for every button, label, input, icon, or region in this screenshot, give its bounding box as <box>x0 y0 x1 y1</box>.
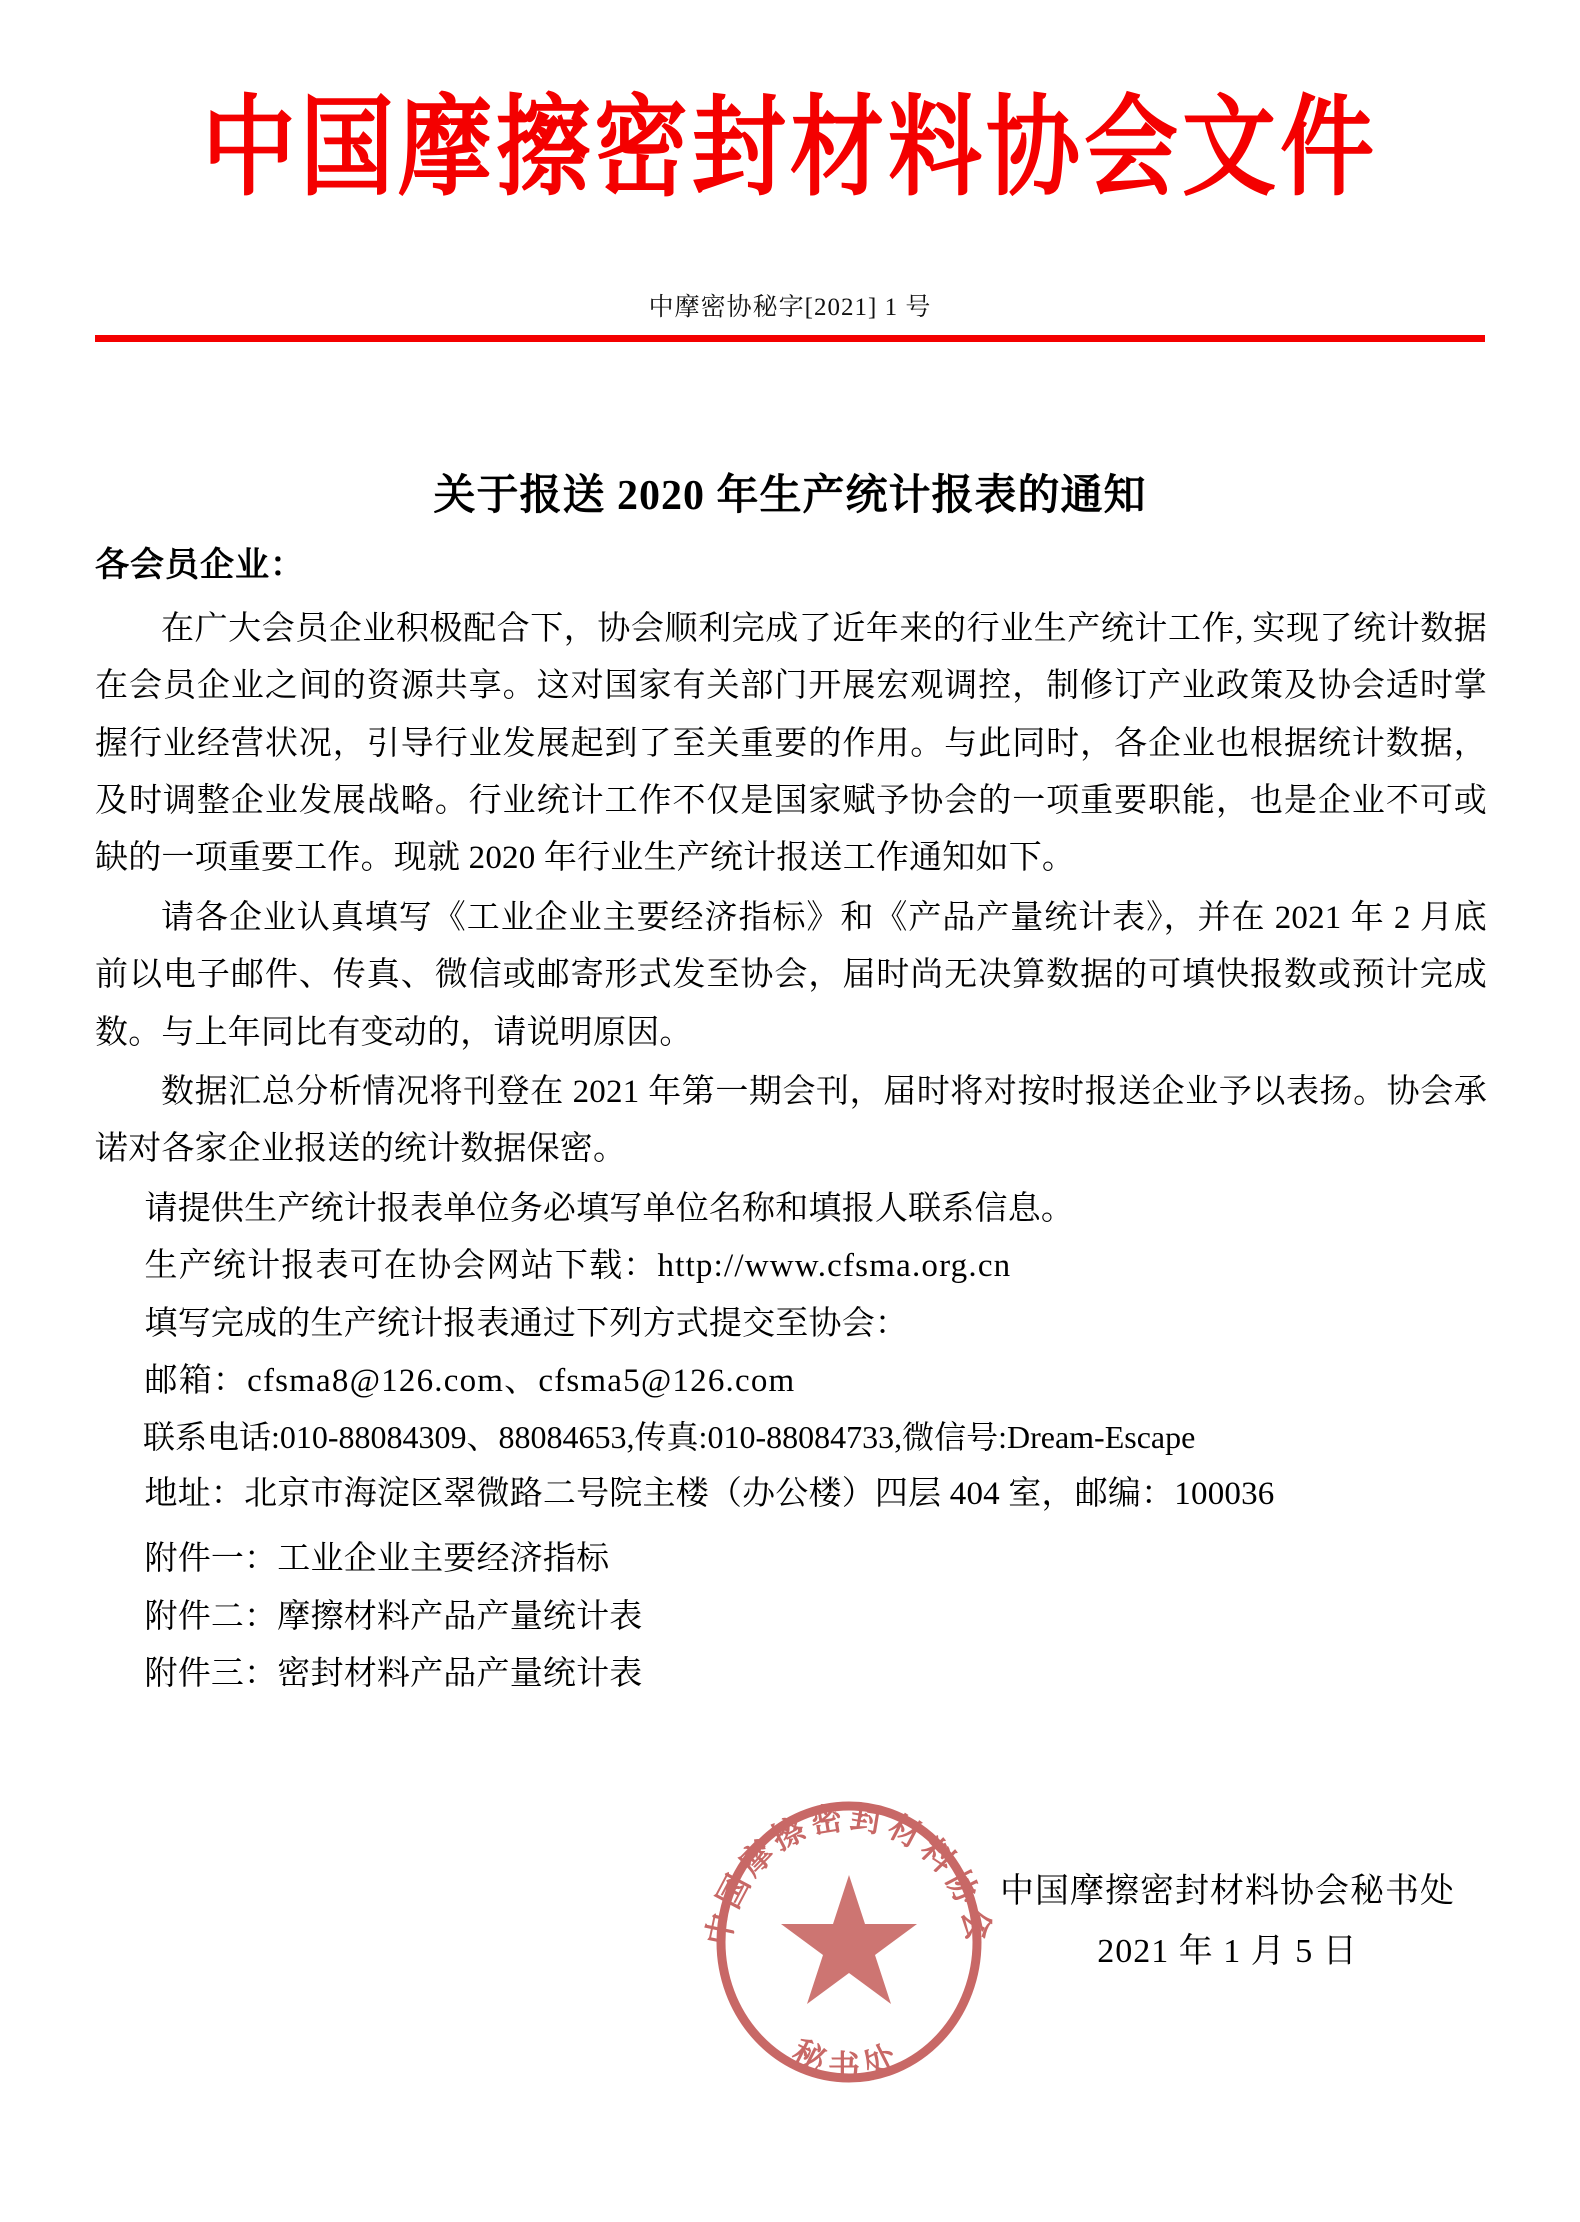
info-line-phone-fax-wechat: 联系电话:010-88084309、88084653,传真:010-88084733,微信号:Dream-Escape <box>143 1419 1196 1456</box>
official-seal-stamp <box>694 1797 1004 2087</box>
signature-block <box>1000 1860 1455 1979</box>
info-line-submission-methods: 填写完成的生产统计报表通过下列方式提交至协会： <box>144 1305 909 1342</box>
attachment-list <box>95 1531 1487 1703</box>
page-title: 关于报送 2020 年生产统计报表的通知 <box>433 473 1147 519</box>
attachment-item: 附件一：工业企业主要经济指标 <box>144 1541 610 1578</box>
info-line-website-download: 生产统计报表可在协会网站下载：http://www.cfsma.org.cn <box>144 1248 1012 1285</box>
seal-star-icon <box>781 1875 917 2004</box>
seal-bottom-text: 秘书处 <box>786 2033 912 2086</box>
info-line-email: 邮箱：cfsma8@126.com、cfsma5@126.com <box>144 1362 796 1399</box>
masthead-title: 中国摩擦密封材料协会文件 <box>201 88 1378 210</box>
attachment-item: 附件二：摩擦材料产品产量统计表 <box>144 1598 643 1635</box>
masthead <box>0 88 1580 210</box>
body-paragraph: 请各企业认真填写《工业企业主要经济指标》和《产品产量统计表》，并在 2021 年 2 月底前以电子邮件、传真、微信或邮寄形式发至协会，届时尚无决算数据的可填快报数或预计完成数。与上年同比有变动的，请说明原因。 <box>95 899 1487 1051</box>
document-body <box>95 540 1487 1704</box>
info-line-reporting-requirement: 请提供生产统计报表单位务必填写单位名称和填报人联系信息。 <box>144 1190 1075 1227</box>
salutation: 各会员企业： <box>95 547 305 584</box>
body-paragraph: 数据汇总分析情况将刊登在 2021 年第一期会刊，届时将对按时报送企业予以表扬。协会承诺对各家企业报送的统计数据保密。 <box>95 1073 1487 1168</box>
body-paragraph: 在广大会员企业积极配合下，协会顺利完成了近年来的行业生产统计工作, 实现了统计数据在会员企业之间的资源共享。这对国家有关部门开展宏观调控，制修订产业政策及协会适时掌握行业经营状况，引导行业发展起到了至关重要的作用。与此同时，各企业也根据统计数据，及时调整企业发展战略。行业统计工作不仅是国家赋予协会的一项重要职能，也是企业不可或缺的一项重要工作。现就 2020 年行业生产统计报送工作通知如下。 <box>95 610 1487 877</box>
signature-date: 2021 年 1 月 5 日 <box>1097 1932 1358 1970</box>
info-line-address: 地址：北京市海淀区翠微路二号院主楼（办公楼）四层 404 室，邮编：100036 <box>144 1476 1275 1513</box>
document-number: 中摩密协秘字[2021] 1 号 <box>648 294 932 321</box>
red-divider-rule <box>95 335 1485 342</box>
signature-organization: 中国摩擦密封材料协会秘书处 <box>1000 1873 1455 1910</box>
attachment-item: 附件三：密封材料产品产量统计表 <box>144 1656 643 1693</box>
seal-arc-text: 中国摩擦密封材料协会 <box>699 1798 999 1949</box>
